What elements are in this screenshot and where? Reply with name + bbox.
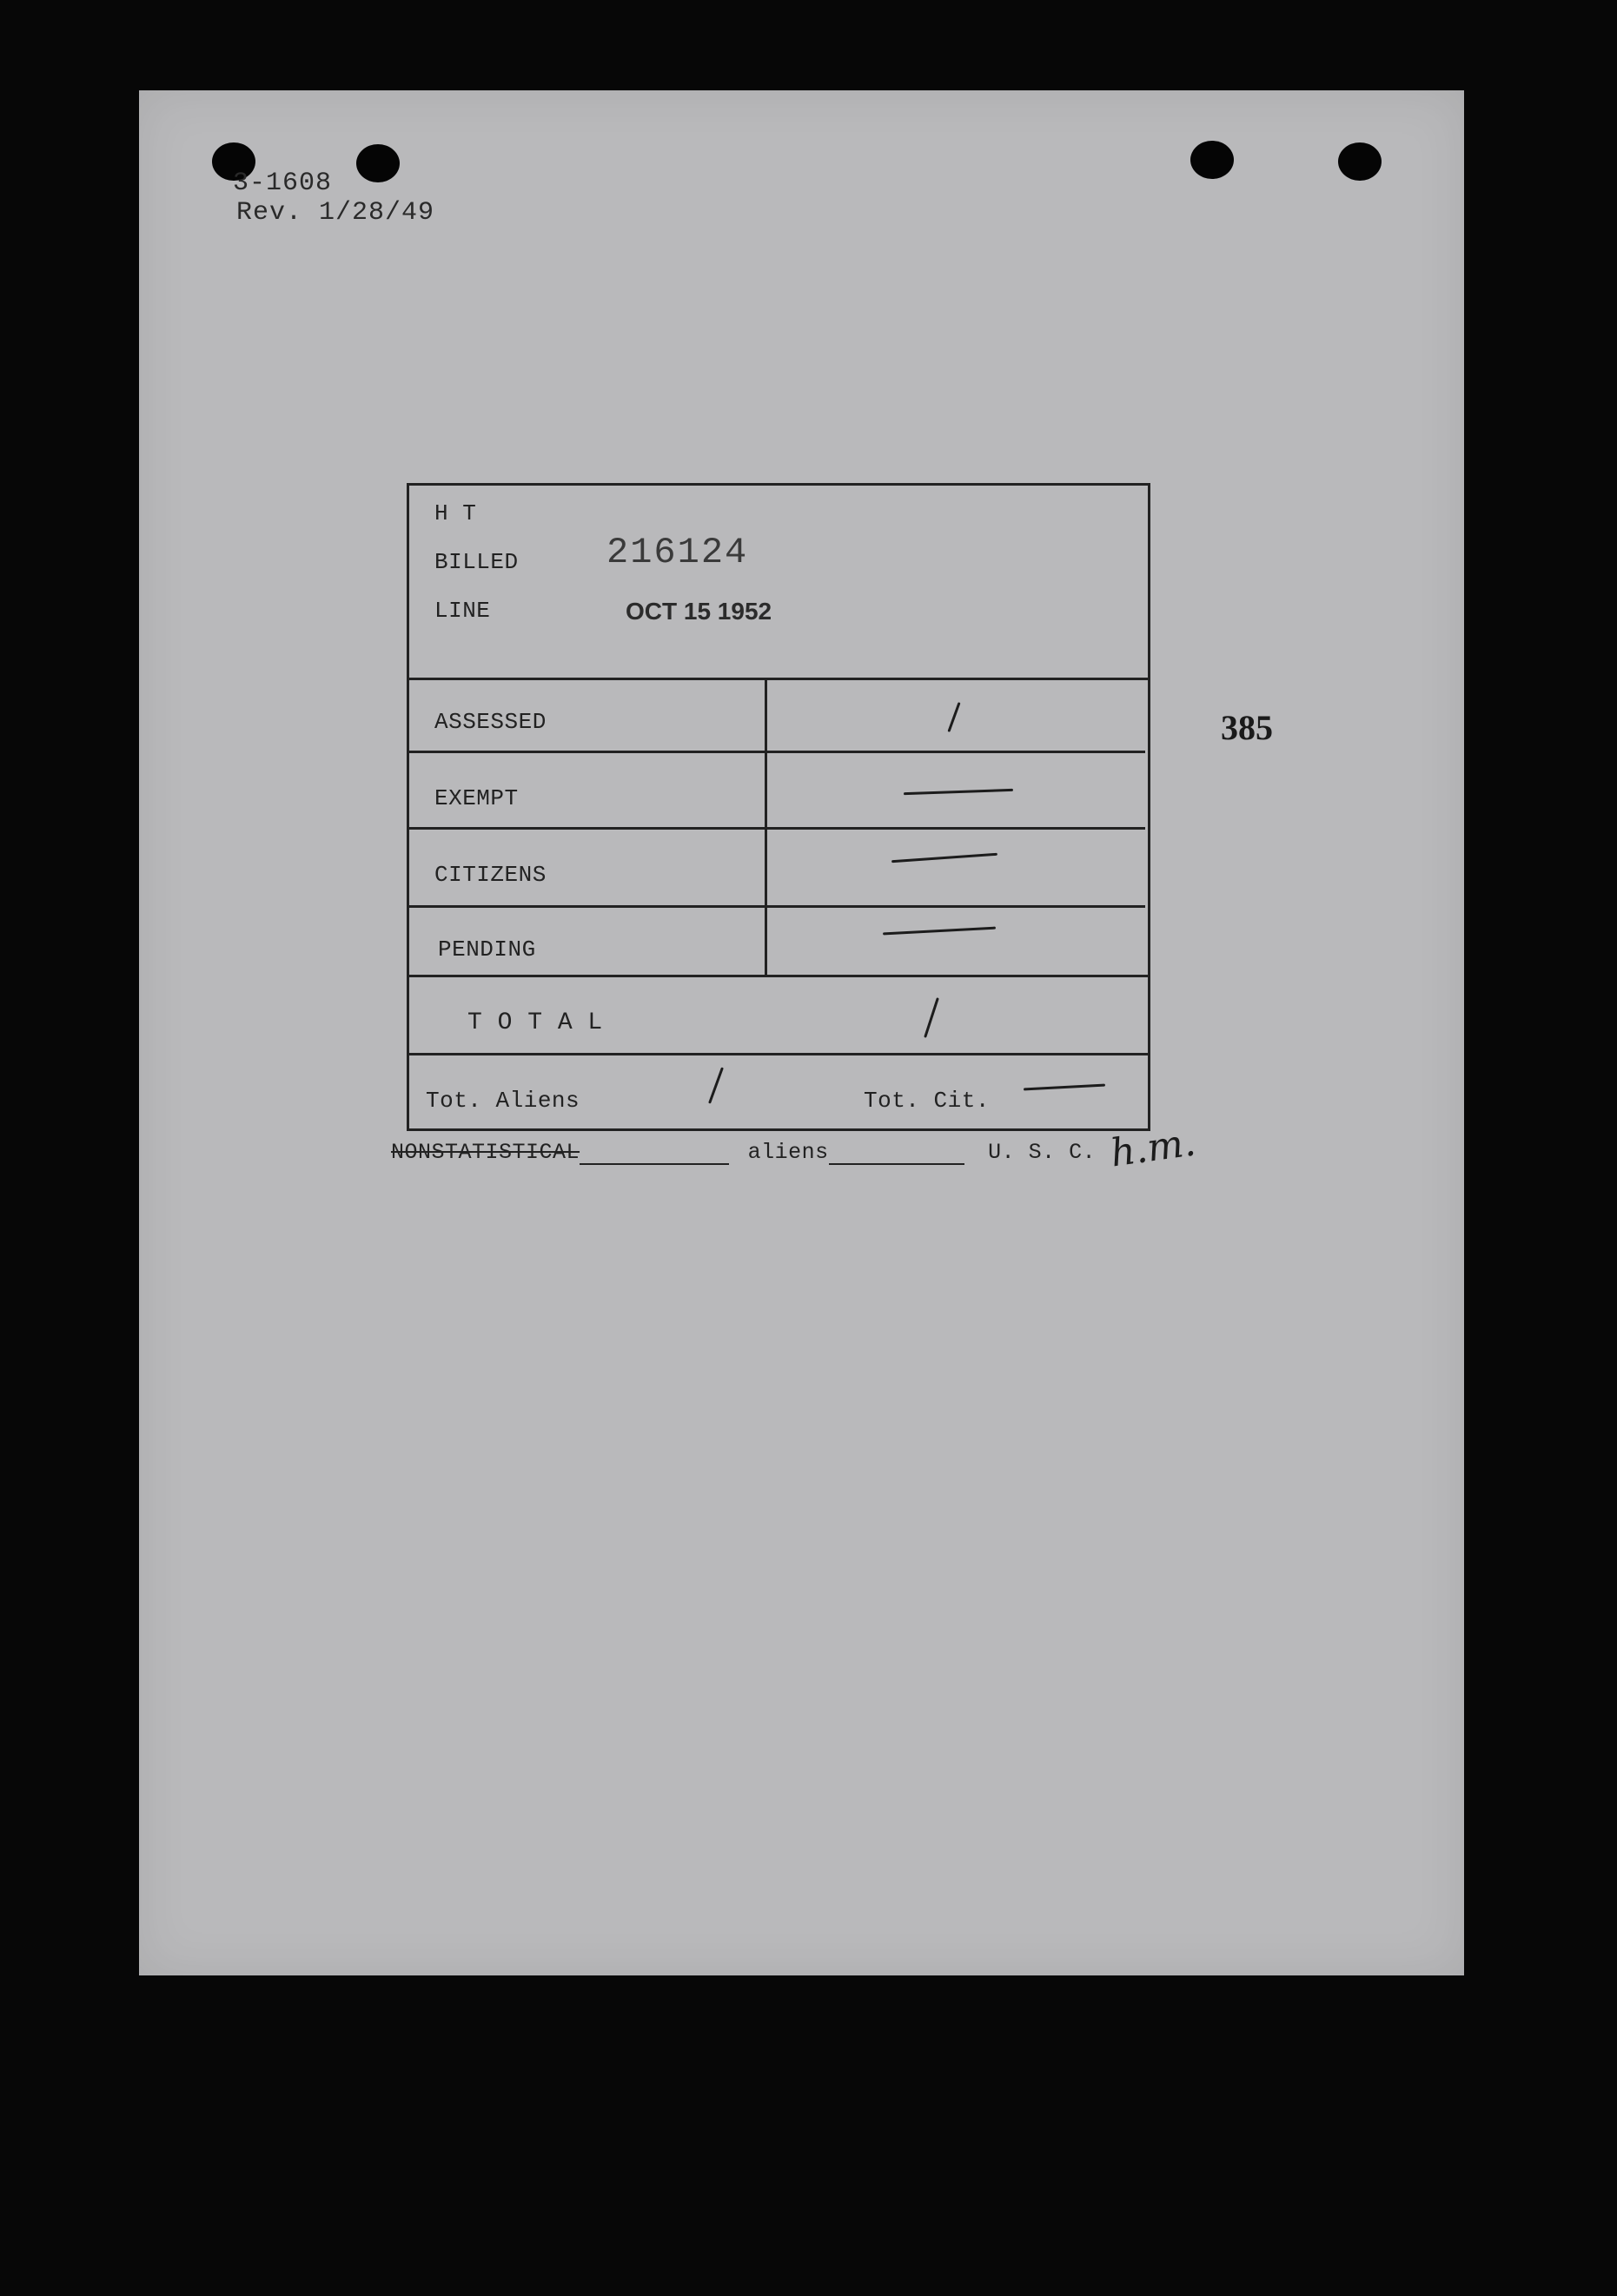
nonstatistical-line (391, 1140, 1096, 1165)
form-revision: Rev. 1/28/49 (236, 198, 435, 228)
tot-aliens-label: Tot. Aliens (426, 1088, 580, 1114)
row-label-exempt: EXEMPT (434, 785, 519, 811)
row-divider-3 (407, 905, 1145, 908)
row-label-assessed: ASSESSED (434, 709, 547, 735)
row-label-pending: PENDING (438, 936, 536, 963)
row-divider-1 (407, 751, 1145, 753)
nonstatistical-label: NONSTATISTICAL (391, 1140, 580, 1165)
document-page (139, 90, 1464, 1975)
tot-cit-label: Tot. Cit. (864, 1088, 990, 1114)
billed-value: 216124 (606, 532, 749, 573)
handwritten-initials: h.m. (1107, 1120, 1199, 1176)
aliens-label: aliens (747, 1140, 829, 1165)
column-divider (765, 678, 767, 975)
total-label: T O T A L (467, 1009, 603, 1036)
row-label-citizens: CITIZENS (434, 862, 547, 888)
row-divider-4 (407, 975, 1150, 977)
billed-label: BILLED (434, 549, 519, 575)
punch-hole-top-left-2 (356, 144, 400, 182)
page-number: 385 (1221, 708, 1273, 747)
row-divider-2 (407, 827, 1145, 830)
ht-label: H T (434, 500, 477, 526)
usc-label: U. S. C. (988, 1140, 1097, 1165)
form-code: 3-1608 (233, 169, 333, 198)
punch-hole-top-right-2 (1338, 142, 1382, 181)
nonstatistical-blank (580, 1142, 729, 1165)
total-divider (407, 1053, 1150, 1055)
line-label: LINE (434, 598, 491, 624)
header-divider (407, 678, 1150, 680)
aliens-blank (829, 1142, 964, 1165)
date-stamp: OCT 15 1952 (626, 598, 772, 625)
punch-hole-top-right-1 (1190, 141, 1234, 179)
